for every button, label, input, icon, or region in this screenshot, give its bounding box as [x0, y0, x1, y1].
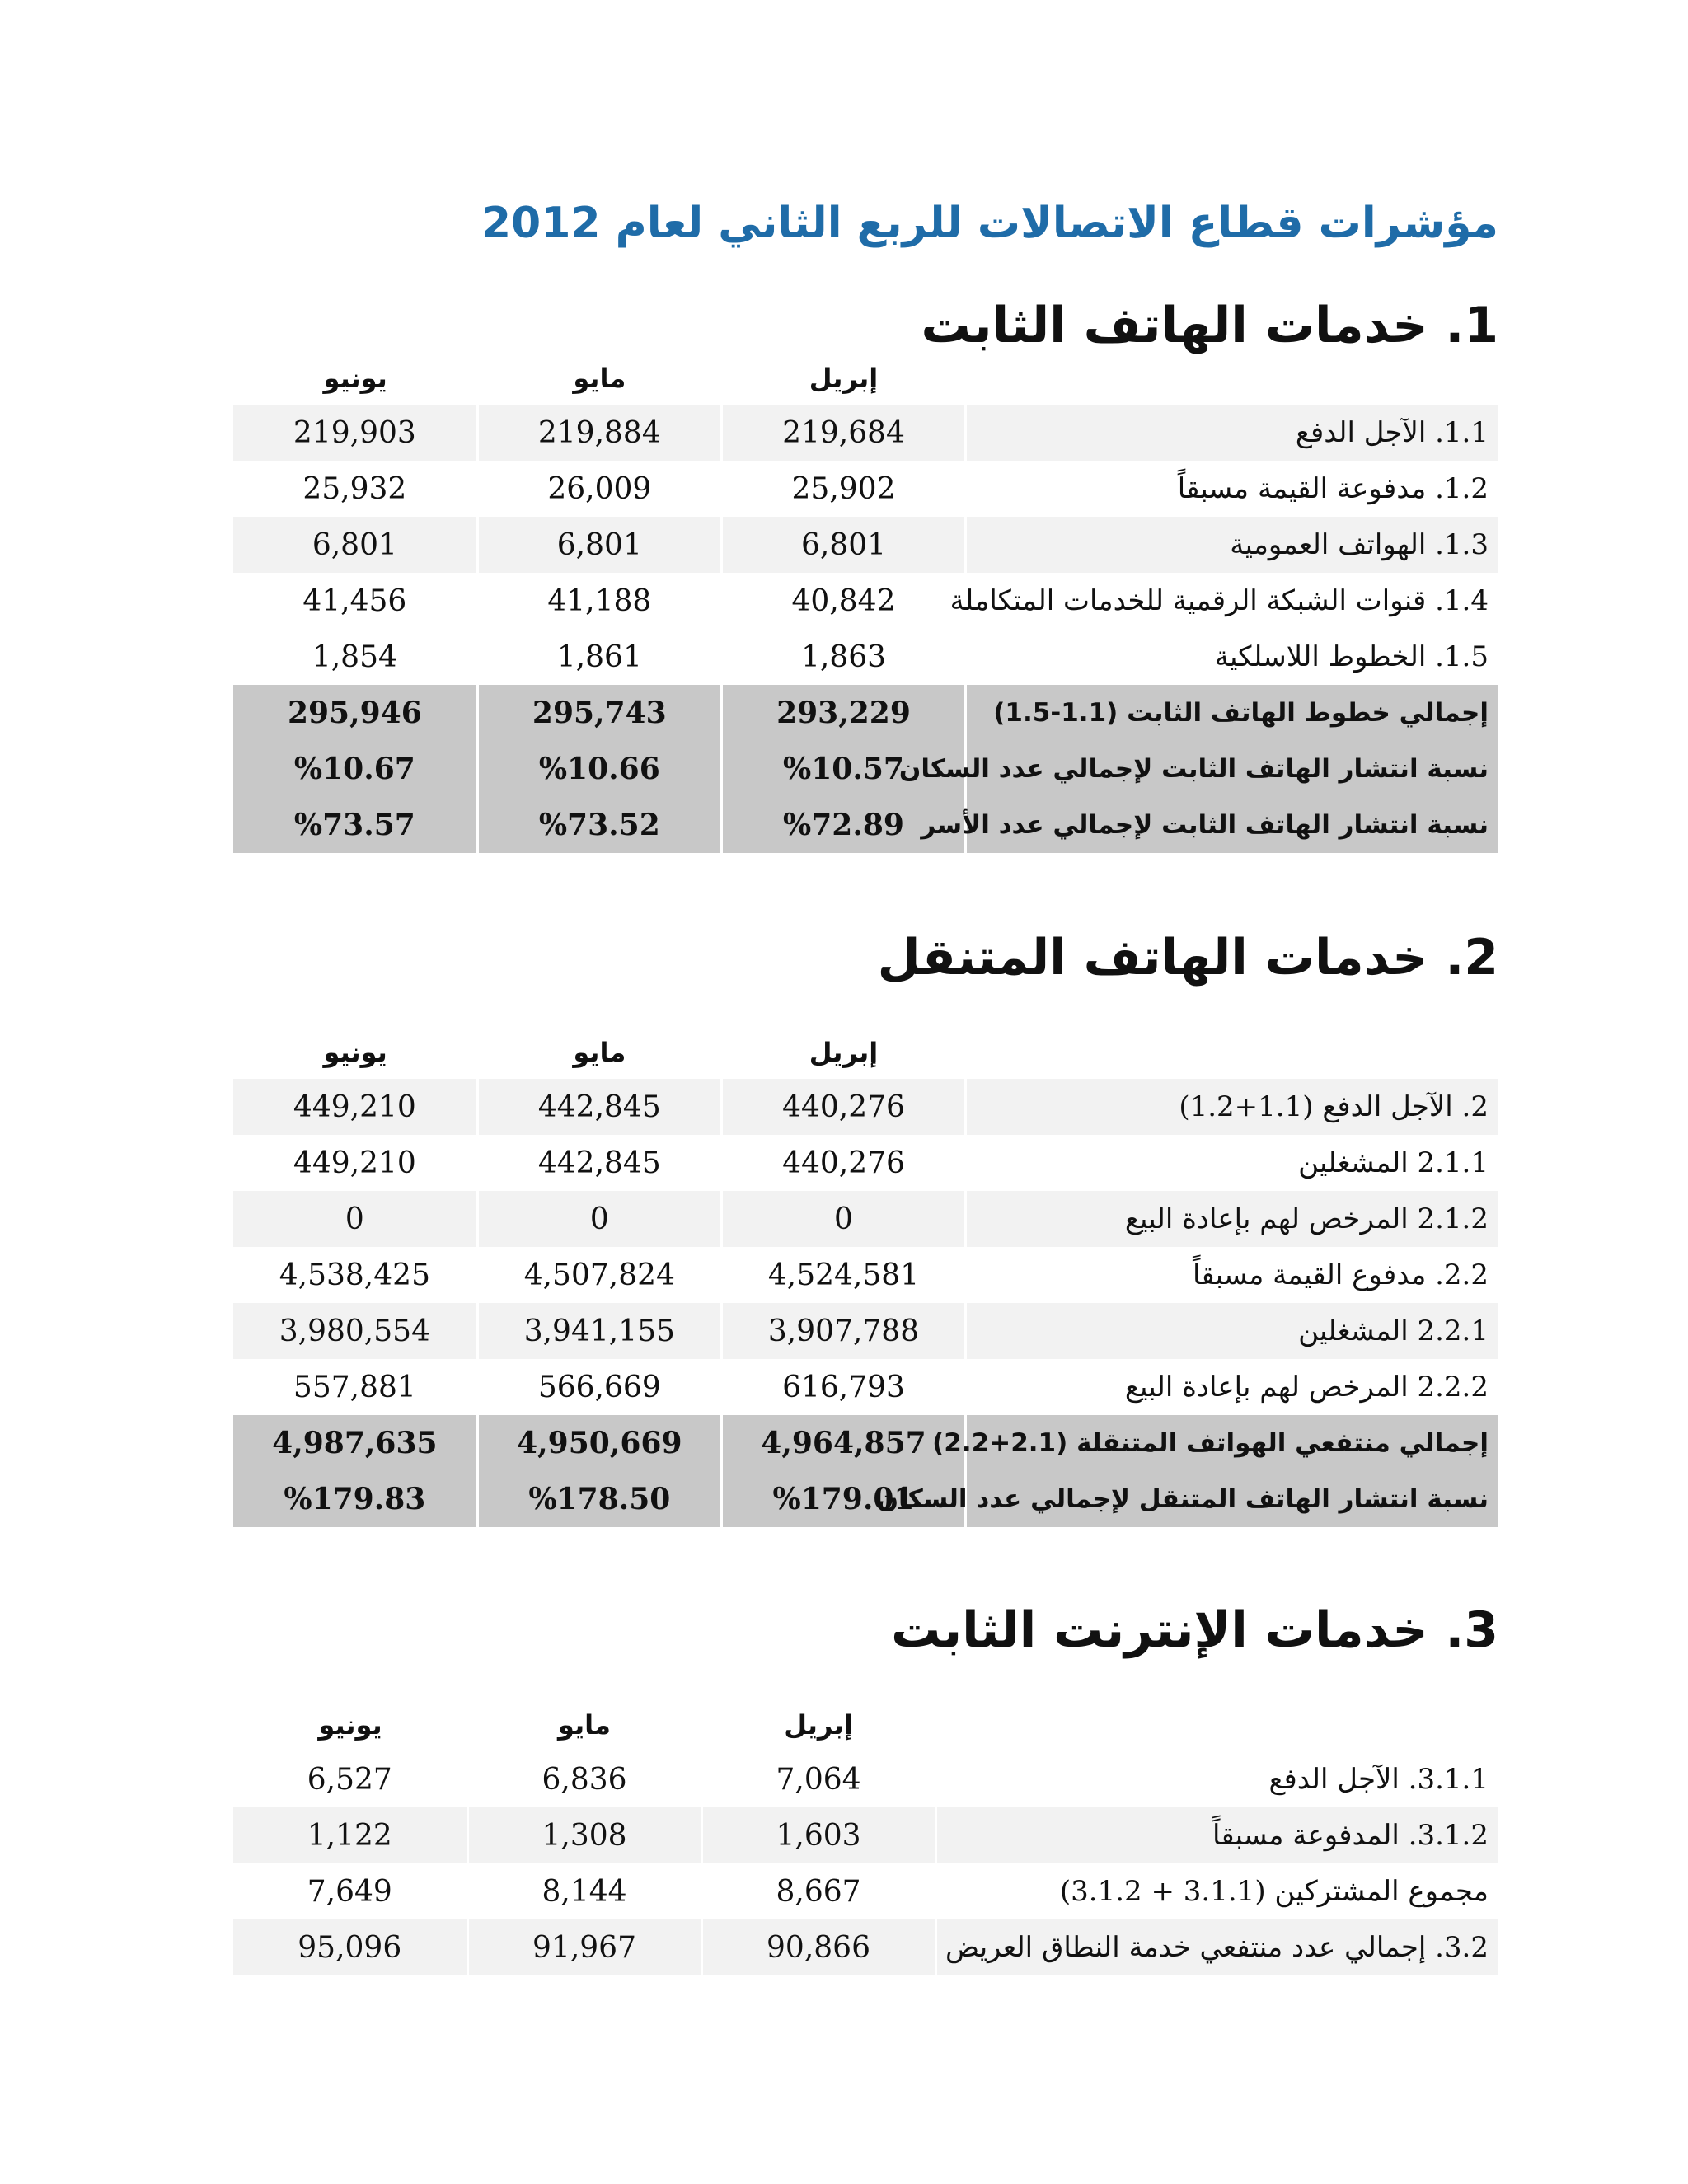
row-label: 2.2.2 المرخص لهم بإعادة البيع [966, 1359, 1498, 1415]
cell-april: 4,964,857 [721, 1415, 965, 1471]
cell-april: %72.89 [721, 797, 965, 853]
column-header-may: مايو [573, 363, 626, 394]
cell-april: 7,064 [701, 1751, 935, 1807]
cell-may: 41,188 [477, 573, 721, 629]
cell-april: 1,863 [721, 629, 965, 685]
cell-june: 1,854 [233, 629, 477, 685]
row-label: 2. الآجل الدفع (1.1+1.2) [966, 1079, 1498, 1135]
cell-may: 442,845 [477, 1135, 721, 1191]
section-3-heading [891, 1597, 1498, 1663]
cell-april: 8,667 [701, 1863, 935, 1919]
table-row [233, 741, 1498, 797]
column-header-april: إبريل [784, 1709, 853, 1741]
cell-may: 0 [477, 1191, 721, 1247]
row-label: 1.3. الهواتف العمومية [966, 517, 1498, 573]
table-row [233, 1135, 1498, 1191]
cell-april: %179.01 [721, 1471, 965, 1527]
cell-april: 25,902 [721, 461, 965, 517]
cell-june: 4,987,635 [233, 1415, 477, 1471]
cell-may: 26,009 [477, 461, 721, 517]
section-3-title: خدمات الإنترنت الثابت [891, 1601, 1428, 1659]
fixed-phone-rows [233, 405, 1498, 853]
row-label: 2.1.2 المرخص لهم بإعادة البيع [966, 1191, 1498, 1247]
cell-may: 3,941,155 [477, 1303, 721, 1359]
row-label: 3.1.2. المدفوعة مسبقاً [935, 1807, 1498, 1863]
cell-april: 1,603 [701, 1807, 935, 1863]
cell-april: 3,907,788 [721, 1303, 965, 1359]
section-3-number: 3. [1445, 1601, 1498, 1659]
table-header-row [233, 1026, 1498, 1079]
cell-may: 6,801 [477, 517, 721, 573]
mobile-phone-rows [233, 1079, 1498, 1527]
column-header-may: مايو [573, 1037, 626, 1068]
cell-june: 95,096 [233, 1919, 467, 1975]
row-label: 3.1.1. الآجل الدفع [935, 1751, 1498, 1807]
section-1-title: خدمات الهاتف الثابت [921, 297, 1428, 354]
fixed-internet-table [233, 1699, 1498, 1975]
row-label: 1.4. قنوات الشبكة الرقمية للخدمات المتكاملة [966, 573, 1498, 629]
cell-june: 557,881 [233, 1359, 477, 1415]
table-row [233, 1191, 1498, 1247]
cell-may: 91,967 [467, 1919, 701, 1975]
section-2-heading [878, 925, 1498, 991]
cell-june: %73.57 [233, 797, 477, 853]
column-header-may: مايو [558, 1709, 611, 1741]
cell-june: 25,932 [233, 461, 477, 517]
row-label: 1.2. مدفوعة القيمة مسبقاً [966, 461, 1498, 517]
cell-may: 1,308 [467, 1807, 701, 1863]
section-2-title: خدمات الهاتف المتنقل [877, 929, 1428, 987]
table-row [233, 1247, 1498, 1303]
cell-may: 566,669 [477, 1359, 721, 1415]
table-row [233, 1863, 1498, 1919]
cell-april: 616,793 [721, 1359, 965, 1415]
column-header-label [966, 352, 1498, 405]
cell-june: %10.67 [233, 741, 477, 797]
cell-april: 293,229 [721, 685, 965, 741]
document-title: مؤشرات قطاع الاتصالات للربع الثاني لعام 2012 [481, 199, 1498, 248]
section-1-number: 1. [1445, 297, 1498, 354]
cell-april: %10.57 [721, 741, 965, 797]
fixed-internet-rows [233, 1751, 1498, 1975]
cell-may: %178.50 [477, 1471, 721, 1527]
row-label: 2.2.1 المشغلين [966, 1303, 1498, 1359]
table-row [233, 1471, 1498, 1527]
cell-june: 295,946 [233, 685, 477, 741]
row-label: إجمالي خطوط الهاتف الثابت (1.1-1.5) [966, 685, 1498, 741]
cell-may: 4,950,669 [477, 1415, 721, 1471]
cell-may: 4,507,824 [477, 1247, 721, 1303]
mobile-phone-table [233, 1026, 1498, 1527]
cell-june: 6,801 [233, 517, 477, 573]
cell-april: 40,842 [721, 573, 965, 629]
row-label: 1.1. الآجل الدفع [966, 405, 1498, 461]
table-row [233, 1751, 1498, 1807]
row-label: 1.5. الخطوط اللاسلكية [966, 629, 1498, 685]
column-header-june: يونيو [318, 1709, 382, 1741]
document-page [233, 0, 1498, 2184]
cell-may: %10.66 [477, 741, 721, 797]
cell-may: 442,845 [477, 1079, 721, 1135]
column-header-june: يونيو [323, 1037, 387, 1068]
table-row [233, 1807, 1498, 1863]
row-label: نسبة انتشار الهاتف الثابت لإجمالي عدد السكان [966, 741, 1498, 797]
column-header-june: يونيو [323, 363, 387, 394]
cell-june: 3,980,554 [233, 1303, 477, 1359]
cell-june: 4,538,425 [233, 1247, 477, 1303]
table-header-row [233, 1699, 1498, 1751]
cell-may: 1,861 [477, 629, 721, 685]
cell-may: 8,144 [467, 1863, 701, 1919]
cell-june: 449,210 [233, 1135, 477, 1191]
row-label: 2.1.1 المشغلين [966, 1135, 1498, 1191]
table-row [233, 629, 1498, 685]
cell-june: 1,122 [233, 1807, 467, 1863]
row-label: 3.2. إجمالي عدد منتفعي خدمة النطاق العريض [935, 1919, 1498, 1975]
table-row [233, 405, 1498, 461]
cell-april: 219,684 [721, 405, 965, 461]
cell-april: 440,276 [721, 1135, 965, 1191]
cell-april: 6,801 [721, 517, 965, 573]
section-1-heading [921, 293, 1498, 359]
table-row [233, 685, 1498, 741]
cell-may: 219,884 [477, 405, 721, 461]
cell-june: %179.83 [233, 1471, 477, 1527]
table-row [233, 573, 1498, 629]
table-row [233, 1303, 1498, 1359]
row-label: 2.2. مدفوع القيمة مسبقاً [966, 1247, 1498, 1303]
column-header-april: إبريل [809, 1037, 879, 1068]
cell-june: 449,210 [233, 1079, 477, 1135]
column-header-label [966, 1026, 1498, 1079]
cell-april: 0 [721, 1191, 965, 1247]
row-label: نسبة انتشار الهاتف المتنقل لإجمالي عدد السكان [966, 1471, 1498, 1527]
cell-june: 0 [233, 1191, 477, 1247]
table-row [233, 1079, 1498, 1135]
table-header-row [233, 352, 1498, 405]
cell-may: %73.52 [477, 797, 721, 853]
cell-june: 7,649 [233, 1863, 467, 1919]
table-row [233, 517, 1498, 573]
column-header-april: إبريل [809, 363, 879, 394]
table-row [233, 461, 1498, 517]
fixed-phone-table [233, 352, 1498, 853]
cell-april: 4,524,581 [721, 1247, 965, 1303]
cell-april: 440,276 [721, 1079, 965, 1135]
cell-april: 90,866 [701, 1919, 935, 1975]
table-row [233, 797, 1498, 853]
row-label: نسبة انتشار الهاتف الثابت لإجمالي عدد الأسر [966, 797, 1498, 853]
column-header-label [935, 1699, 1498, 1751]
cell-june: 41,456 [233, 573, 477, 629]
cell-june: 219,903 [233, 405, 477, 461]
table-row [233, 1359, 1498, 1415]
table-row [233, 1919, 1498, 1975]
cell-may: 6,836 [467, 1751, 701, 1807]
table-row [233, 1415, 1498, 1471]
cell-june: 6,527 [233, 1751, 467, 1807]
row-label: إجمالي منتفعي الهواتف المتنقلة (2.1+2.2) [966, 1415, 1498, 1471]
section-2-number: 2. [1445, 929, 1498, 987]
row-label: مجموع المشتركين (3.1.1 + 3.1.2) [935, 1863, 1498, 1919]
cell-may: 295,743 [477, 685, 721, 741]
